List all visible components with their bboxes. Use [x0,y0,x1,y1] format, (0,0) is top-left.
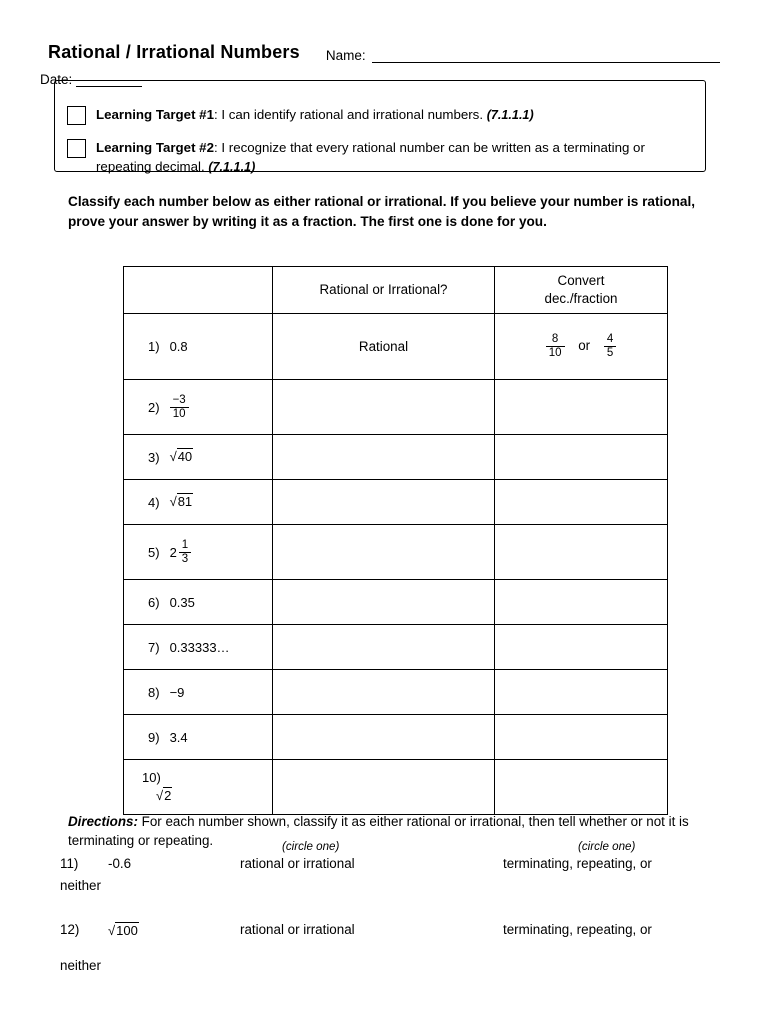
row-10-radicand: 2 [164,787,172,803]
question-12-neither-line [60,958,720,980]
directions-body: For each number shown, classify it as either rational or irrational, then tell whether or not it is terminating or repeating. [68,814,689,848]
row-3-number: 3) [148,449,160,465]
row-7-value: 0.33333… [169,639,230,655]
row-2-convert[interactable] [495,380,668,435]
question-12-number: 12) [60,922,80,937]
learning-target-2-body: : I recognize that every rational number can be written as a terminating or repeating decimal. [96,140,645,174]
question-12 [60,922,720,980]
header-convert-line2: dec./fraction [544,291,618,306]
row-7-number: 7) [148,639,160,655]
row-4-number: 4) [148,494,160,510]
learning-targets-box [54,80,706,172]
question-11-terminating-options[interactable]: terminating, repeating, or [503,856,652,871]
learning-target-1-text [96,105,534,125]
row-9-item [124,715,273,760]
learning-target-row-2 [55,125,705,177]
row-10-number: 10) [142,769,161,785]
row-6-value: 0.35 [169,594,195,610]
row-1-number: 1) [148,339,160,354]
question-11-neither-line [60,878,720,900]
row-4-item [124,480,273,525]
table-row [124,480,668,525]
table-row [124,435,668,480]
row-4-value: √81 [169,494,193,510]
row-8-value: −9 [169,684,185,700]
question-11-neither[interactable]: neither [60,878,101,893]
question-12-options[interactable]: rational or irrational [240,922,355,937]
row-7-item [124,625,273,670]
learning-target-1-code: (7.1.1.1) [486,108,534,122]
question-11 [60,840,720,900]
directions-lead: Directions: [68,814,138,829]
learning-target-1-body: : I can identify rational and irrational numbers. [213,107,484,122]
row-5-fraction [179,539,191,566]
header-cell-classification: Rational or Irrational? [273,267,495,314]
row-3-value: √40 [169,449,193,465]
table-row [124,760,668,815]
header-cell-convert [495,267,668,314]
learning-target-1-checkbox[interactable] [67,106,86,125]
row-9-number: 9) [148,729,160,745]
row-2-number: 2) [148,399,160,415]
row-8-item [124,670,273,715]
table-row [124,715,668,760]
row-3-radicand: 40 [177,449,193,465]
row-2-numerator: −3 [172,393,186,406]
fraction-4-5 [604,333,616,360]
row-5-denominator: 3 [179,552,191,566]
name-label: Name: [325,48,366,63]
row-3-item [124,435,273,480]
question-11-value: -0.6 [108,856,132,871]
row-8-number: 8) [148,684,160,700]
learning-target-2-code: (7.1.1.1) [208,160,256,174]
row-4-convert[interactable] [495,480,668,525]
question-11-hint-left: (circle one) [282,840,340,853]
row-2-denominator: 10 [170,407,189,421]
row-10-item [124,760,273,815]
name-field-group [326,48,720,63]
row-6-item [124,580,273,625]
row-1-answer[interactable]: Rational [273,314,495,380]
question-12-neither[interactable]: neither [60,958,101,973]
row-1-item [124,314,273,380]
row-7-convert[interactable] [495,625,668,670]
question-11-hint-right: (circle one) [578,840,636,853]
fraction-4-5-numerator: 4 [606,333,614,346]
table-header-row [124,267,668,314]
name-input-line[interactable] [372,48,720,63]
learning-target-2-checkbox[interactable] [67,139,86,158]
row-5-number: 5) [148,544,160,560]
table-row [124,580,668,625]
row-8-answer[interactable] [273,670,495,715]
row-5-numerator: 1 [181,538,189,551]
row-9-convert[interactable] [495,715,668,760]
row-9-value: 3.4 [169,729,188,745]
row-5-item [124,525,273,580]
question-11-line [60,840,720,878]
header-cell-blank [124,267,273,314]
row-4-answer[interactable] [273,480,495,525]
date-label: Date: [40,72,73,87]
question-11-number: 11) [60,856,79,871]
classification-table [123,266,668,815]
fraction-8-10 [546,333,565,360]
table-row [124,525,668,580]
row-2-value [170,394,189,421]
learning-target-2-prefix: Learning Target #2 [96,140,214,155]
question-12-value: √100 [108,923,138,938]
row-6-convert[interactable] [495,580,668,625]
row-5-value [170,539,194,566]
document-header [48,42,720,63]
row-5-whole: 2 [169,544,177,560]
row-3-answer[interactable] [273,435,495,480]
row-5-answer[interactable] [273,525,495,580]
row-8-convert[interactable] [495,670,668,715]
row-3-convert[interactable] [495,435,668,480]
row-6-answer[interactable] [273,580,495,625]
learning-target-1-prefix: Learning Target #1 [96,107,214,122]
row-5-convert[interactable] [495,525,668,580]
row-7-answer[interactable] [273,625,495,670]
table-row [124,314,668,380]
row-1-convert[interactable] [495,314,668,380]
row-10-answer[interactable] [273,760,495,815]
instructions-text: Classify each number below as either rational or irrational. If you believe your number is rational, prove your answer by writing it as a fraction. The first one is done for you. [68,194,695,229]
question-12-terminating-options[interactable]: terminating, repeating, or [503,922,652,937]
fraction-8-10-numerator: 8 [551,333,559,346]
fraction-8-10-denominator: 10 [546,346,565,360]
row-4-radicand: 81 [177,494,193,510]
table-row [124,380,668,435]
row-10-convert[interactable] [495,760,668,815]
row-6-number: 6) [148,594,160,610]
learning-target-row-1 [55,81,705,125]
question-11-options[interactable]: rational or irrational [240,856,355,871]
question-12-radicand: 100 [116,923,138,938]
learning-target-2-text [96,138,693,177]
row-9-answer[interactable] [273,715,495,760]
page-title: Rational / Irrational Numbers [48,42,300,62]
convert-or-label: or [578,338,591,354]
header-convert-line1: Convert [557,273,605,288]
question-12-line [60,922,720,944]
table-row [124,670,668,715]
table-row [124,625,668,670]
row-2-item [124,380,273,435]
row-1-value: 0.8 [169,339,188,354]
row-2-answer[interactable] [273,380,495,435]
fraction-4-5-denominator: 5 [604,346,616,360]
row-10-value: √2 [156,787,172,803]
